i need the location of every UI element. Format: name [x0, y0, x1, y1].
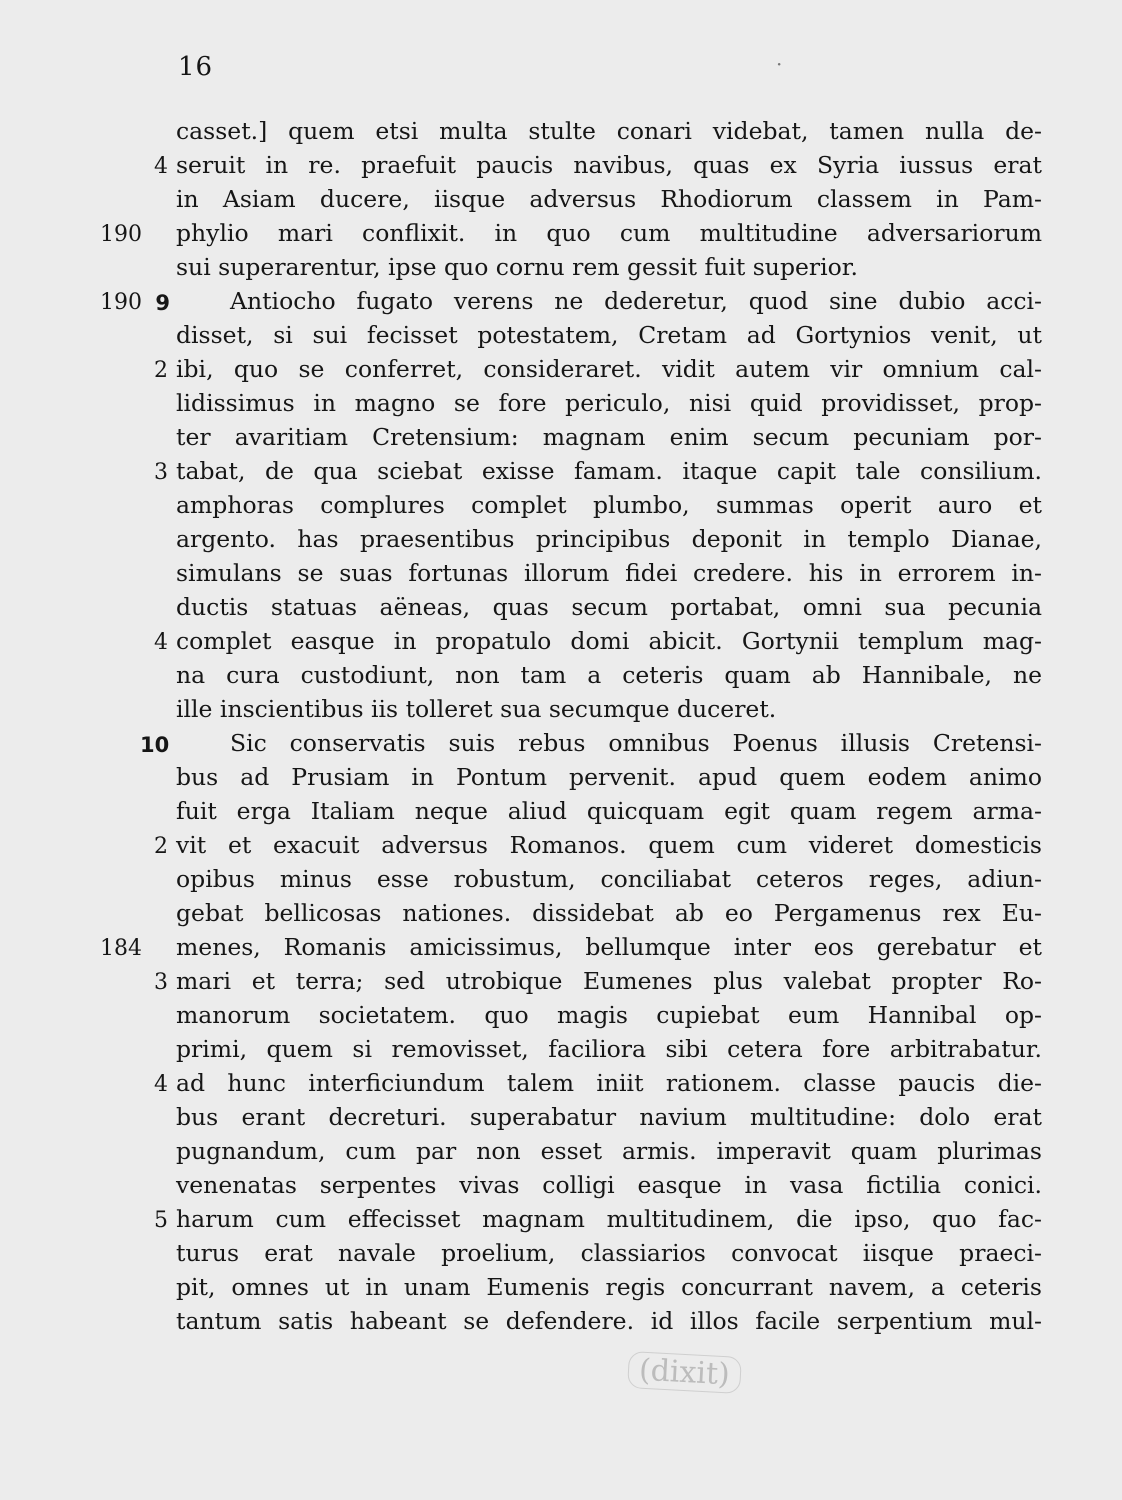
line-text: ibi, quo se conferret, consideraret. vidit autem vir omnium cal-	[176, 355, 1042, 383]
chapter-number: 10	[140, 733, 170, 757]
line-text: ter avaritiam Cretensium: magnam enim secum pecuniam por-	[176, 423, 1042, 451]
pencil-annotation: (dixit)	[627, 1351, 742, 1394]
text-line	[0, 726, 1122, 760]
line-text: bus ad Prusiam in Pontum pervenit. apud quem eodem animo	[176, 763, 1042, 791]
text-line	[0, 556, 1122, 590]
margin-section-number: 3	[154, 970, 168, 995]
line-text: lidissimus in magno se fore periculo, nisi quid providisset, prop-	[176, 389, 1042, 417]
text-line	[0, 386, 1122, 420]
line-text: mari et terra; sed utrobique Eumenes plus valebat propter Ro-	[176, 967, 1042, 995]
text-line	[0, 862, 1122, 896]
margin-section-number: 5	[154, 1208, 168, 1233]
text-line	[0, 760, 1122, 794]
margin-section-number: 4	[154, 1072, 168, 1097]
line-text: Sic conservatis suis rebus omnibus Poenus illusis Cretensi-	[230, 729, 1042, 757]
text-line	[0, 930, 1122, 964]
text-line	[0, 828, 1122, 862]
line-text: venenatas serpentes vivas colligi easque in vasa fictilia conici.	[176, 1171, 1042, 1199]
text-line	[0, 284, 1122, 318]
line-text: casset.] quem etsi multa stulte conari videbat, tamen nulla de-	[176, 117, 1042, 145]
text-line	[0, 590, 1122, 624]
margin-section-number: 3	[154, 460, 168, 485]
line-text: ductis statuas aëneas, quas secum portabat, omni sua pecunia	[176, 593, 1042, 621]
line-text: manorum societatem. quo magis cupiebat eum Hannibal op-	[176, 1001, 1042, 1029]
text-line	[0, 896, 1122, 930]
text-line	[0, 352, 1122, 386]
margin-section-number: 4	[154, 630, 168, 655]
line-text: ad hunc interficiundum talem iniit rationem. classe paucis die-	[176, 1069, 1042, 1097]
text-line	[0, 454, 1122, 488]
line-text: tabat, de qua sciebat exisse famam. itaque capit tale consilium.	[176, 457, 1042, 485]
chapter-number: 9	[155, 291, 170, 315]
margin-section-number: 2	[154, 358, 168, 383]
line-text: vit et exacuit adversus Romanos. quem cum videret domesticis	[176, 831, 1042, 859]
line-text: harum cum effecisset magnam multitudinem, die ipso, quo fac-	[176, 1205, 1042, 1233]
line-text: disset, si sui fecisset potestatem, Cretam ad Gortynios venit, ut	[176, 321, 1042, 349]
stray-mark: ·	[776, 52, 783, 76]
text-line	[0, 964, 1122, 998]
line-text: argento. has praesentibus principibus deponit in templo Dianae,	[176, 525, 1042, 553]
text-line	[0, 114, 1122, 148]
text-line	[0, 216, 1122, 250]
text-line	[0, 1304, 1122, 1338]
line-text: simulans se suas fortunas illorum fidei credere. his in errorem in-	[176, 559, 1042, 587]
line-text: pit, omnes ut in unam Eumenis regis concurrant navem, a ceteris	[176, 1273, 1042, 1301]
line-text: na cura custodiunt, non tam a ceteris quam ab Hannibale, ne	[176, 661, 1042, 689]
margin-year: 190	[100, 222, 142, 247]
line-text: sui superarentur, ipse quo cornu rem gessit fuit superior.	[176, 253, 858, 281]
line-text: seruit in re. praefuit paucis navibus, quas ex Syria iussus erat	[176, 151, 1042, 179]
text-line	[0, 1032, 1122, 1066]
text-line	[0, 522, 1122, 556]
line-text: complet easque in propatulo domi abicit. Gortynii templum mag-	[176, 627, 1042, 655]
line-text: Antiocho fugato verens ne dederetur, quod sine dubio acci-	[230, 287, 1042, 315]
line-text: pugnandum, cum par non esset armis. imperavit quam plurimas	[176, 1137, 1042, 1165]
line-text: primi, quem si removisset, faciliora sibi cetera fore arbitrabatur.	[176, 1035, 1042, 1063]
line-text: gebat bellicosas nationes. dissidebat ab eo Pergamenus rex Eu-	[176, 899, 1042, 927]
line-text: menes, Romanis amicissimus, bellumque inter eos gerebatur et	[176, 933, 1042, 961]
margin-year: 190	[100, 290, 142, 315]
line-text: turus erat navale proelium, classiarios convocat iisque praeci-	[176, 1239, 1042, 1267]
line-text: ille inscientibus iis tolleret sua secumque duceret.	[176, 695, 777, 723]
text-line	[0, 420, 1122, 454]
text-line	[0, 148, 1122, 182]
text-line	[0, 1066, 1122, 1100]
text-line	[0, 624, 1122, 658]
text-line	[0, 692, 1122, 726]
line-text: opibus minus esse robustum, conciliabat ceteros reges, adiun-	[176, 865, 1042, 893]
text-line	[0, 1202, 1122, 1236]
text-line	[0, 488, 1122, 522]
line-text: fuit erga Italiam neque aliud quicquam egit quam regem arma-	[176, 797, 1042, 825]
text-line	[0, 998, 1122, 1032]
line-text: amphoras complures complet plumbo, summas operit auro et	[176, 491, 1042, 519]
text-line	[0, 658, 1122, 692]
text-body	[0, 114, 1122, 1338]
text-line	[0, 1168, 1122, 1202]
text-line	[0, 182, 1122, 216]
line-text: phylio mari conflixit. in quo cum multitudine adversariorum	[176, 219, 1042, 247]
margin-section-number: 2	[154, 834, 168, 859]
line-text: bus erant decreturi. superabatur navium multitudine: dolo erat	[176, 1103, 1042, 1131]
line-text: in Asiam ducere, iisque adversus Rhodiorum classem in Pam-	[176, 185, 1042, 213]
margin-year: 184	[100, 936, 142, 961]
text-line	[0, 318, 1122, 352]
page-number: 16	[178, 52, 214, 82]
text-line	[0, 1236, 1122, 1270]
text-line	[0, 1100, 1122, 1134]
text-line	[0, 794, 1122, 828]
text-line	[0, 1270, 1122, 1304]
text-line	[0, 250, 1122, 284]
text-line	[0, 1134, 1122, 1168]
margin-section-number: 4	[154, 154, 168, 179]
line-text: tantum satis habeant se defendere. id illos facile serpentium mul-	[176, 1307, 1042, 1335]
